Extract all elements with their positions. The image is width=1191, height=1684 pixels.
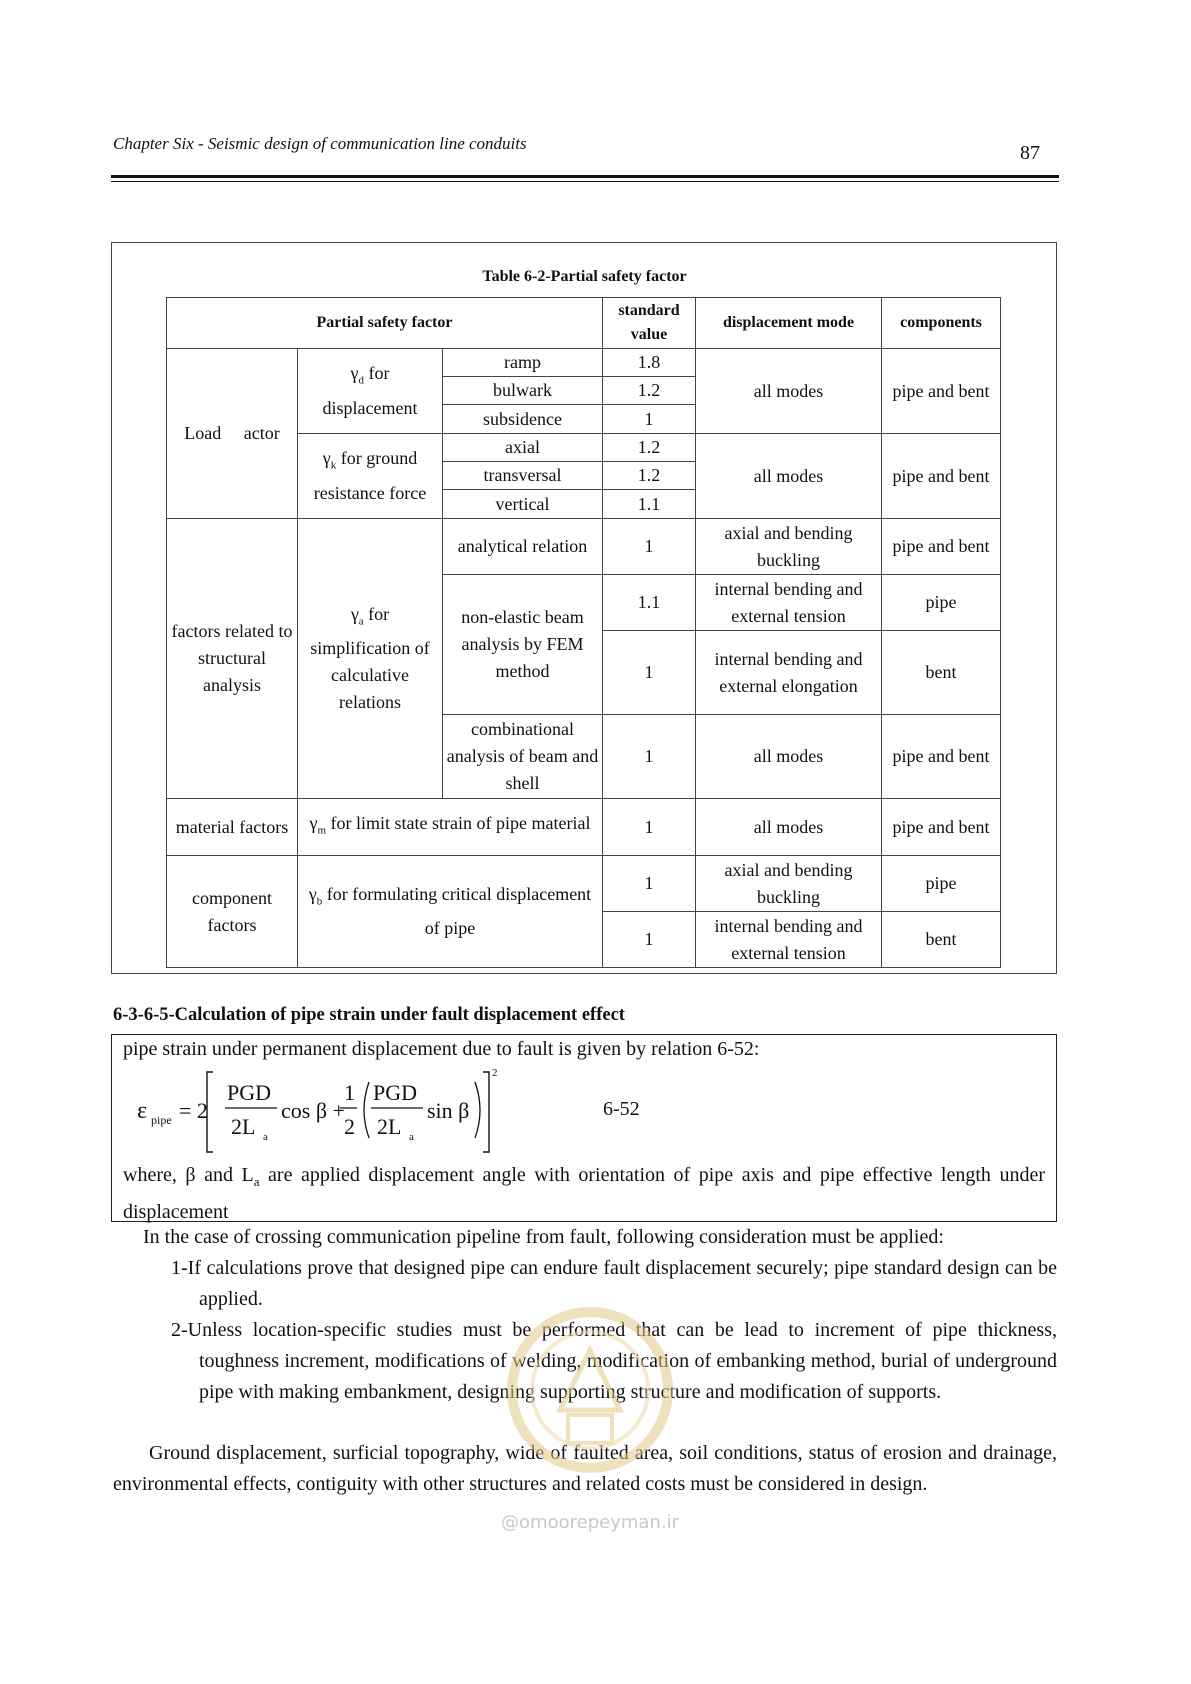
cell-analytical-comp: pipe and bent [882,519,1001,575]
cell-ramp-value: 1.8 [603,349,696,377]
cell-axial: axial [443,434,603,462]
watermark-url: @omoorepeyman.ir [501,1512,679,1533]
pgd-numerator-1: PGD [227,1080,272,1105]
table-caption: Table 6-2-Partial safety factor [482,268,687,285]
formula-where: where, β and $L_a$ are applied displacement angle with orientation of pipe axis and pipe effective length under displacement [123,1164,1045,1223]
header-mode: displacement mode [696,298,882,349]
header-standard-value: standard value [603,298,696,349]
running-head: Chapter Six - Seismic design of communication line conduits [113,134,527,153]
cell-fem-comp-b: bent [882,631,1001,715]
two-l-denominator-1: 2L [231,1114,256,1139]
cell-vertical: vertical [443,490,603,519]
sub-a-1: a [263,1131,268,1143]
two-l-denominator-2: 2L [377,1114,402,1139]
cell-gamma-b: $\gamma_b$ for formulating critical displacement of pipe [298,856,603,968]
equals-two: = 2 [179,1098,208,1123]
cell-bulwark: bulwark [443,377,603,405]
header-factor: Partial safety factor [167,298,603,349]
cell-fem-mode-b: internal bending and external elongation [696,631,882,715]
cell-structural: factors related to structural analysis [167,519,298,799]
cell-component-comp-a: pipe [882,856,1001,912]
cell-fem-value-b: 1 [603,631,696,715]
cell-combinational-mode: all modes [696,715,882,799]
page-number: 87 [1020,142,1040,164]
cell-component-value-a: 1 [603,856,696,912]
cell-material-comp: pipe and bent [882,799,1001,856]
pgd-numerator-2: PGD [373,1080,418,1105]
cell-mode-k: all modes [696,434,882,519]
list-item-1: 1-If calculations prove that designed pipe can endure fault displacement securely; pipe standard design can be applied. [171,1257,1057,1310]
cell-comp-d: pipe and bent [882,349,1001,434]
cell-subsidence-value: 1 [603,405,696,434]
partial-safety-factor-table [166,297,1001,968]
cell-combinational-comp: pipe and bent [882,715,1001,799]
header-components: components [882,298,1001,349]
cell-fem: non-elastic beam analysis by FEM method [443,575,603,715]
cell-axial-value: 1.2 [603,434,696,462]
cell-gamma-a: $\gamma_a$ for simplification of calculative relations [298,519,443,799]
cell-load-factor: Load actor [167,349,298,519]
pipe-subscript: pipe [151,1113,172,1127]
right-paren [475,1082,480,1138]
equation-6-52 [135,1066,535,1156]
right-bracket [483,1072,489,1152]
watermark-logo [490,1290,690,1560]
cell-component-mode-b: internal bending and external tension [696,912,882,968]
cell-gamma-m: $\gamma_m$ for limit state strain of pipe material [298,799,603,856]
cell-fem-comp-a: pipe [882,575,1001,631]
cell-component-value-b: 1 [603,912,696,968]
equation-number: 6-52 [603,1098,640,1120]
paragraph-ground-displacement: Ground displacement, surficial topography, wide of faulted area, soil conditions, status of erosion and drainage, environmental effects, contiguity with other structures and related costs must be considered in design. [113,1442,1057,1495]
epsilon-symbol: ε [137,1098,148,1124]
cell-material-mode: all modes [696,799,882,856]
cell-material: material factors [167,799,298,856]
sin-term: sin β [427,1098,470,1123]
cell-analytical: analytical relation [443,519,603,575]
one-numerator: 1 [344,1080,355,1105]
cell-component-comp-b: bent [882,912,1001,968]
cell-transversal: transversal [443,462,603,490]
cell-analytical-mode: axial and bending buckling [696,519,882,575]
cell-component-mode-a: axial and bending buckling [696,856,882,912]
square-exponent: 2 [492,1067,498,1079]
left-paren [364,1082,369,1138]
list-item-2: 2-Unless location-specific studies must be performed that can be lead to increment of pipe thickness, toughness increment, modifications of welding, modification of embanking method, burial of underground pipe with making embankment, designing supporting structure and modification of supports. [171,1319,1057,1403]
cell-transversal-value: 1.2 [603,462,696,490]
header-rule [111,175,1059,178]
cell-combinational-value: 1 [603,715,696,799]
cell-material-value: 1 [603,799,696,856]
cell-ramp: ramp [443,349,603,377]
sub-a-2: a [409,1131,414,1143]
cos-term: cos β + [281,1098,345,1123]
cell-subsidence: subsidence [443,405,603,434]
paragraph-crossing: In the case of crossing communication pipeline from fault, following consideration must be applied: [143,1226,944,1248]
cell-bulwark-value: 1.2 [603,377,696,405]
header-rule-thin [111,181,1059,182]
cell-mode-d: all modes [696,349,882,434]
cell-combinational: combinational analysis of beam and shell [443,715,603,799]
cell-vertical-value: 1.1 [603,490,696,519]
cell-analytical-value: 1 [603,519,696,575]
two-denominator: 2 [344,1114,355,1139]
cell-gamma-d: $\gamma_d$ for displacement [298,349,443,434]
cell-fem-mode-a: internal bending and external tension [696,575,882,631]
cell-fem-value-a: 1.1 [603,575,696,631]
cell-gamma-k: $\gamma_k$ for ground resistance force [298,434,443,519]
cell-component: component factors [167,856,298,968]
formula-intro: pipe strain under permanent displacement due to fault is given by relation 6-52: [123,1038,760,1060]
section-heading: 6-3-6-5-Calculation of pipe strain under fault displacement effect [113,1005,625,1025]
cell-comp-k: pipe and bent [882,434,1001,519]
